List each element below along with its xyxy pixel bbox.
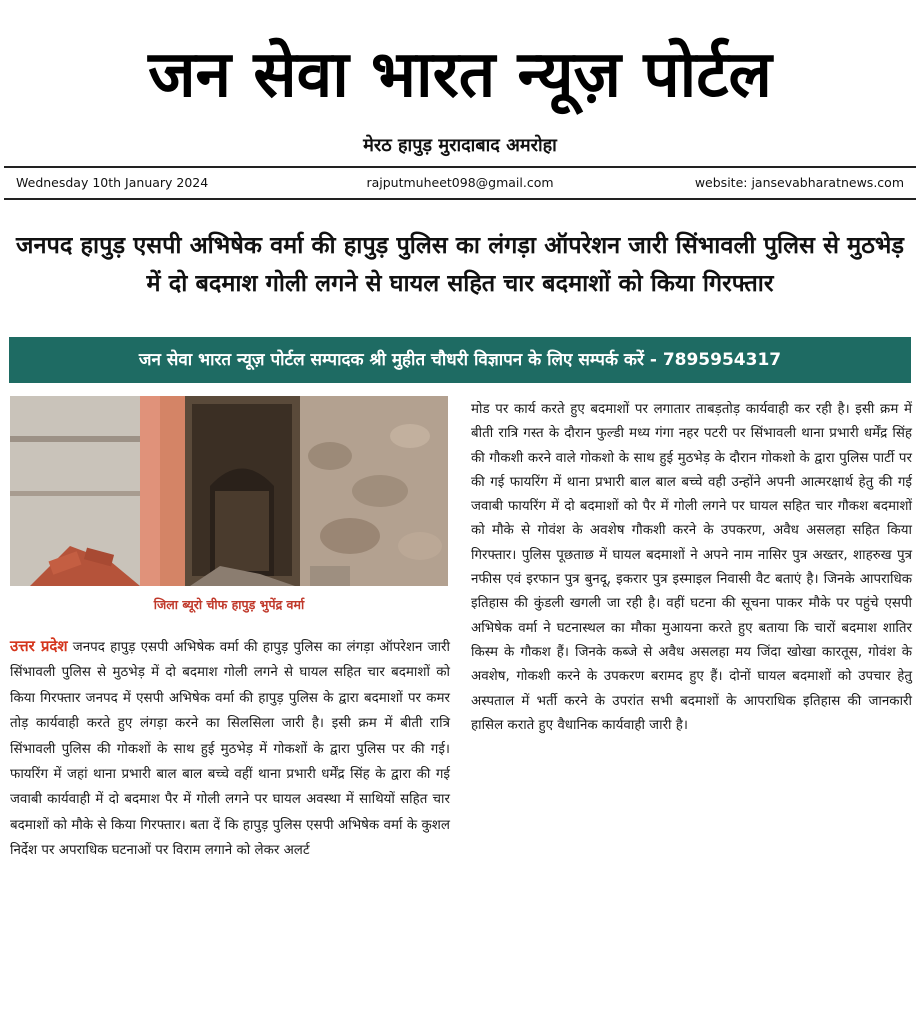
article-text-left: जनपद हापुड़ एसपी अभिषेक वर्मा की हापुड़ पुलिस का लंगड़ा ऑपरेशन जारी सिंभावली पुलिस से मुठभेड़ में दो बदमाश गोली लगने से घायल सहित चार बदमाशों को किया गिरफ्तार जनपद में एसपी अभिषेक वर्मा की हापुड़ पुलिस के द्वारा बदमाशों पर कमर तोड़ कार्यवाही करते हुए लंगड़ा करने का सिलसिला जारी है। इसी क्रम में बीती रात्रि सिंभावली पुलिस की गोकशों के साथ हुई मुठभेड़ में गोकशों के द्वारा पुलिस पर की गई। फायरिंग में जहां थाना प्रभारी बाल बाल बच्चे वहीं थाना प्रभारी धर्मेंद्र सिंह के द्वारा की गई जवाबी कार्यवाही में दो बदमाश पैर में गोली लगने पर घायल अवस्था में साथियों सहित चार बदमाशों को मौके से किया गिरफ्तार। बता दें कि हापुड़ पुलिस एसपी अभिषेक वर्मा के कुशल निर्देश पर अपराधिक घटनाओं पर विराम लगाने को लेकर अलर्ट — [10, 640, 450, 859]
damaged-doorway-illustration — [10, 396, 448, 586]
article-photo — [10, 396, 448, 586]
issue-date: Wednesday 10th January 2024 — [16, 175, 209, 190]
masthead-subtitle: मेरठ हापुड़ मुरादाबाद अमरोहा — [363, 135, 557, 156]
editor-contact-banner: जन सेवा भारत न्यूज़ पोर्टल सम्पादक श्री मुहीत चौधरी विज्ञापन के लिए सम्पर्क करें - 7895954317 — [9, 337, 911, 383]
divider-bottom — [4, 198, 916, 200]
article-headline: जनपद हापुड़ एसपी अभिषेक वर्मा की हापुड़ पुलिस का लंगड़ा ऑपरेशन जारी सिंभावली पुलिस से मुठभेड़ में दो बदमाश गोली लगने से घायल सहित चार बदमाशों को किया गिरफ्तार — [16, 231, 904, 297]
article-text-right: मोड पर कार्य करते हुए बदमाशों पर लगातार ताबड़तोड़ कार्यवाही कर रही है। इसी क्रम में बीती रात्रि गस्त के दौरान फुल्डी मध्य गंगा नहर पटरी पर सिंभावली थाना प्रभारी धर्मेंद्र सिंह की गौकशी करने वाले गोकशो के साथ हुई मुठभेड़ के दौरान गोकशो के द्वारा पुलिस पार्टी पर की गई फायरिंग में थाना प्रभारी बाल बाल बच्चे वही उन्होंने अपनी आत्मरक्षार्थ हेतु की गई जवाबी फायरिंग में दो बदमाशों को पैर में गोली लगने पर घायल सहित चार गौकश बदमाशों को मौके से गोवंश के अवशेष गौकशी करने के उपकरण, अवैध असलहा सहित किया गिरफ्तार। पुलिस पूछताछ में घायल बदमाशों ने अपने नाम नासिर पुत्र अख्तर, शाहरुख पुत्र नफीस एवं इरफान पुत्र बुनदू, इकरार पुत्र इस्माइल निवासी वैट बताएं है। जिनके आपराधिक इतिहास की कुंडली खगली जा रही है। वहीं घटना की सूचना पाकर मौके पर पहुंचे एसपी अभिषेक वर्मा ने घटनास्थल का मौका मुआयना करते हुए बताया कि चारों बदमाश शातिर किस्म के गौकश हैं। जिनके कब्जे से अवैध असलहा मय जिंदा खोखा कारतूस, गोवंश के अवशेष, गोकशी करने के उपकरण बरामद हुए हैं। दोनों घायल बदमाशों को उपचार हेतु अस्पताल में भर्ती करने के उपरांत सभी बदमाशों के आपराधिक इतिहास की जानकारी हासिल कराते हुए वैधानिक कार्यवाही जारी है। — [471, 402, 912, 733]
dateline-location: उत्तर प्रदेश — [10, 637, 68, 655]
masthead-title: जन सेवा भारत न्यूज़ पोर्टल — [148, 38, 772, 112]
photo-caption: जिला ब्यूरो चीफ हापुड़ भुपेंद्र वर्मा — [153, 597, 305, 612]
contact-email: rajputmuheet098@gmail.com — [366, 175, 554, 190]
article-body-right — [471, 398, 912, 738]
divider-top — [4, 166, 916, 168]
website-address: website: jansevabharatnews.com — [694, 175, 904, 190]
article-body-left — [10, 634, 450, 864]
